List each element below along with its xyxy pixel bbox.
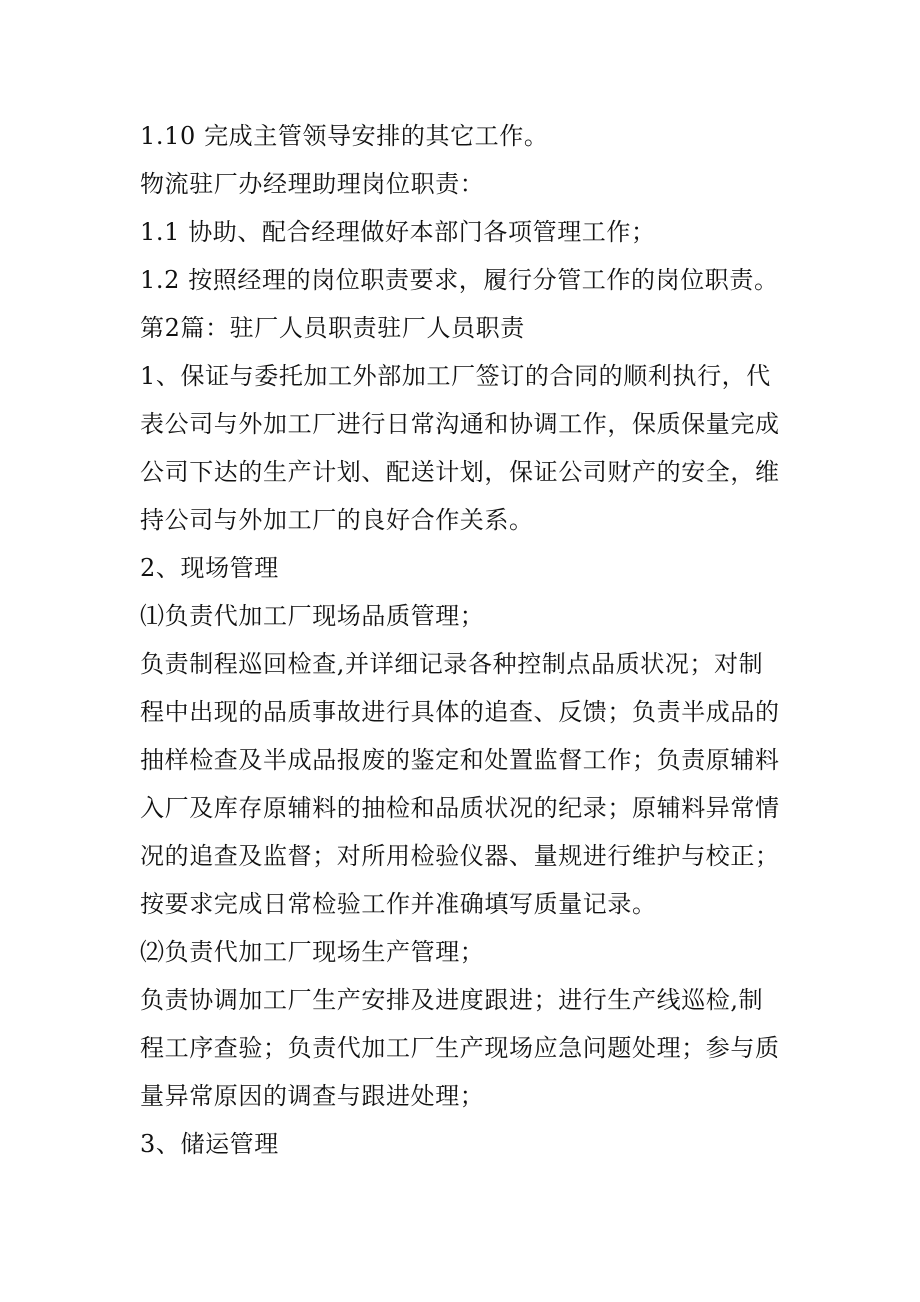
text-line: 程中出现的品质事故进行具体的追查、反馈；负责半成品的 (140, 698, 780, 726)
text-line: 量异常原因的调查与跟进处理； (140, 1082, 485, 1110)
text-line: 按要求完成日常检验工作并准确填写质量记录。 (140, 890, 657, 918)
text-line: 1.10 完成主管领导安排的其它工作。 (140, 122, 549, 150)
text-line: 入厂及库存原辅料的抽检和品质状况的纪录；原辅料异常情 (140, 794, 780, 822)
text-line: 表公司与外加工厂进行日常沟通和协调工作，保质保量完成 (140, 410, 780, 438)
text-line: 持公司与外加工厂的良好合作关系。 (140, 506, 534, 534)
text-line: 1.1 协助、配合经理做好本部门各项管理工作； (140, 218, 656, 246)
subheading: 3、储运管理 (140, 1130, 279, 1158)
text-line: 1.2 按照经理的岗位职责要求，履行分管工作的岗位职责。 (140, 266, 779, 294)
text-line: 1、保证与委托加工外部加工厂签订的合同的顺利执行，代 (140, 362, 771, 390)
text-line: 抽样检查及半成品报废的鉴定和处置监督工作；负责原辅料 (140, 746, 780, 774)
text-line: ⑵负责代加工厂现场生产管理； (140, 938, 485, 966)
text-line: ⑴负责代加工厂现场品质管理； (140, 602, 485, 630)
text-line: 负责协调加工厂生产安排及进度跟进；进行生产线巡检,制 (140, 986, 764, 1014)
text-line: 况的追查及监督；对所用检验仪器、量规进行维护与校正； (140, 842, 780, 870)
subheading: 2、现场管理 (140, 554, 279, 582)
section-heading: 第2篇：驻厂人员职责驻厂人员职责 (140, 314, 525, 342)
text-line: 程工序查验；负责代加工厂生产现场应急问题处理；参与质 (140, 1034, 780, 1062)
text-line: 负责制程巡回检查,并详细记录各种控制点品质状况；对制 (140, 650, 764, 678)
text-line: 公司下达的生产计划、配送计划，保证公司财产的安全，维 (140, 458, 780, 486)
text-line: 物流驻厂办经理助理岗位职责： (140, 170, 485, 198)
